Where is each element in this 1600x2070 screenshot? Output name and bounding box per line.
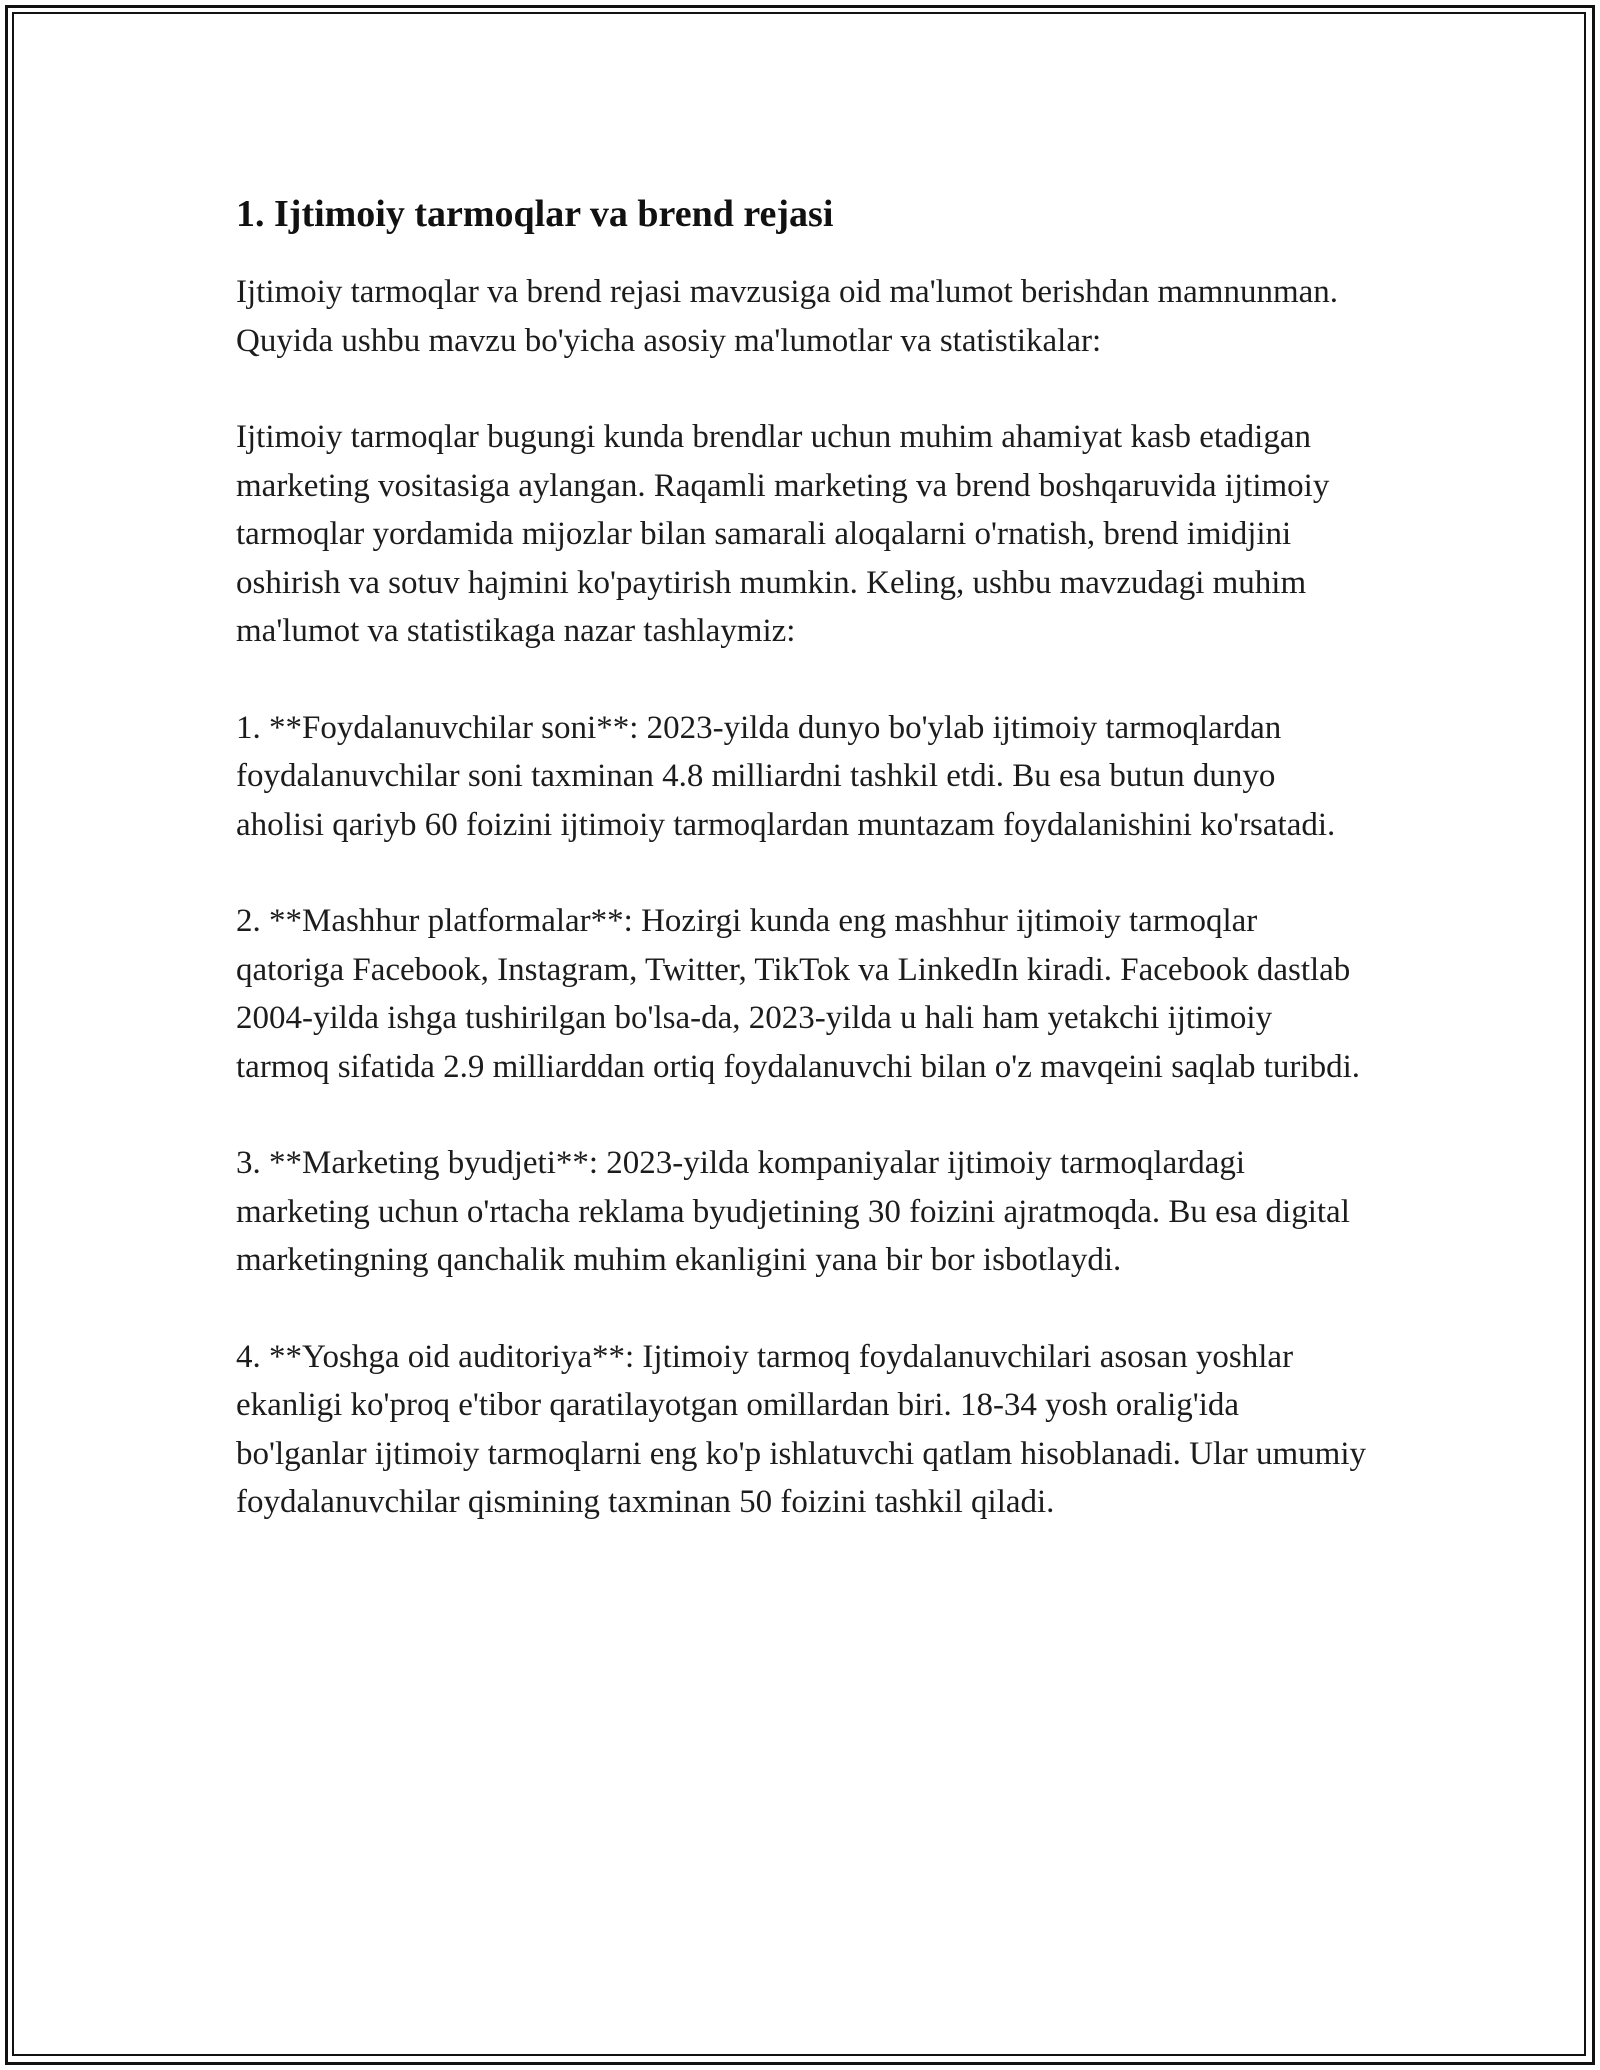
list-item-marketing-budget: 3. **Marketing byudjeti**: 2023-yilda kompaniyalar ijtimoiy tarmoqlardagi marketing uchun o'rtacha reklama byudjetining 30 foizini ajratmoqda. Bu esa digital marketingning qanchalik muhim ekanligini yana bir bor isbotlaydi. (236, 1145, 1350, 1278)
page-title: 1. Ijtimoiy tarmoqlar va brend rejasi (236, 193, 834, 235)
document-body (236, 188, 1366, 1575)
list-item-popular-platforms: 2. **Mashhur platformalar**: Hozirgi kunda eng mashhur ijtimoiy tarmoqlar qatoriga Facebook, Instagram, Twitter, TikTok va LinkedIn kiradi. Facebook dastlab 2004-yilda ishga tushirilgan bo'lsa-da, 2023-yilda u hali ham yetakchi ijtimoiy tarmoq sifatida 2.9 milliarddan ortiq foydalanuvchi bilan o'z mavqeini saqlab turibdi. (236, 903, 1360, 1085)
list-item-users-count: 1. **Foydalanuvchilar soni**: 2023-yilda dunyo bo'ylab ijtimoiy tarmoqlardan foydalanuvchilar soni taxminan 4.8 milliardni tashkil etdi. Bu esa butun dunyo aholisi qariyb 60 foizini ijtimoiy tarmoqlardan muntazam foydalanishini ko'rsatadi. (236, 709, 1336, 843)
intro-paragraph: Ijtimoiy tarmoqlar va brend rejasi mavzusiga oid ma'lumot berishdan mamnunman. Quyida ushbu mavzu bo'yicha asosiy ma'lumotlar va statistikalar: (236, 274, 1339, 359)
overview-paragraph: Ijtimoiy tarmoqlar bugungi kunda brendlar uchun muhim ahamiyat kasb etadigan marketing vositasiga aylangan. Raqamli marketing va brend boshqaruvida ijtimoiy tarmoqlar yordamida mijozlar bilan samarali aloqalarni o'rnatish, brend imidjini oshirish va sotuv hajmini ko'paytirish mumkin. Keling, ushbu mavzudagi muhim ma'lumot va statistikaga nazar tashlaymiz: (236, 419, 1330, 649)
list-item-youth-audience: 4. **Yoshga oid auditoriya**: Ijtimoiy tarmoq foydalanuvchilari asosan yoshlar ekanligi ko'proq e'tibor qaratilayotgan omillardan biri. 18-34 yosh oralig'ida bo'lganlar ijtimoiy tarmoqlarni eng ko'p ishlatuvchi qatlam hisoblanadi. Ular umumiy foydalanuvchilar qismining taxminan 50 foizini tashkil qiladi. (236, 1338, 1367, 1520)
